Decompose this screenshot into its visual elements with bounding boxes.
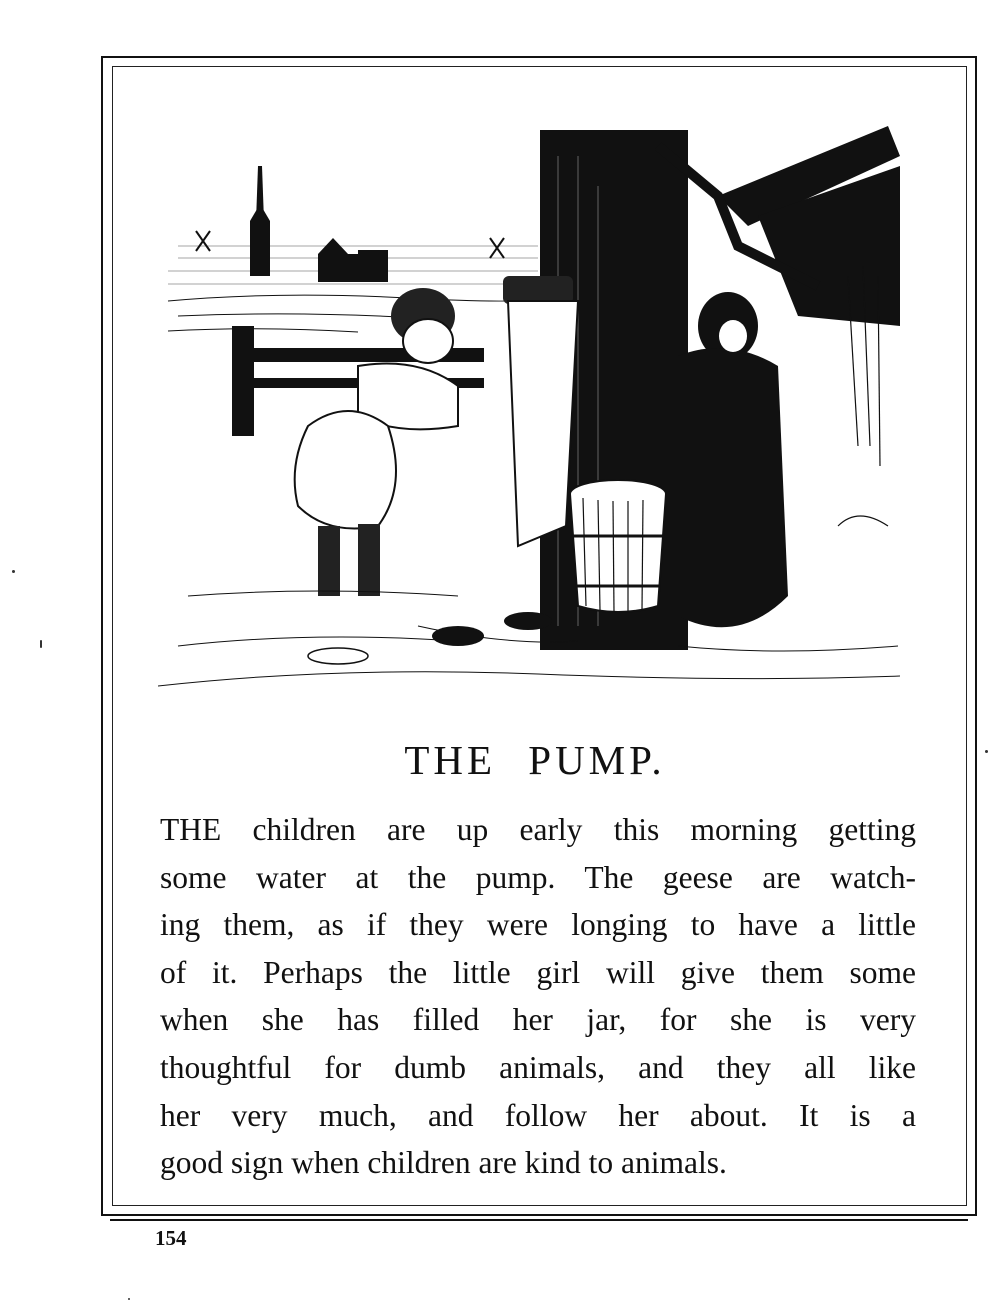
body-line: thoughtful for dumb animals, and they all like — [160, 1049, 916, 1085]
scan-speck — [40, 640, 42, 648]
scan-speck — [12, 570, 15, 573]
body-line: her very much, and follow her about. It is a — [160, 1097, 916, 1133]
body-line: some water at the pump. The geese are watch- — [160, 859, 916, 895]
page-number: 154 — [155, 1226, 187, 1250]
body-line: when she has filled her jar, for she is very — [160, 1002, 916, 1038]
page-title: THE PUMP. — [404, 737, 666, 783]
scan-speck — [985, 750, 988, 753]
engraving-children-at-pump-icon — [158, 126, 900, 692]
bottom-rule — [110, 1219, 968, 1221]
body-paragraph — [160, 806, 916, 1187]
body-line: good sign when children are kind to animals. — [160, 1145, 727, 1181]
body-line: of it. Perhaps the little girl will give them some — [160, 954, 916, 990]
body-line: ing them, as if they were longing to have a little — [160, 907, 916, 943]
scan-speck — [128, 1298, 130, 1300]
body-line: THE children are up early this morning getting — [160, 812, 916, 847]
